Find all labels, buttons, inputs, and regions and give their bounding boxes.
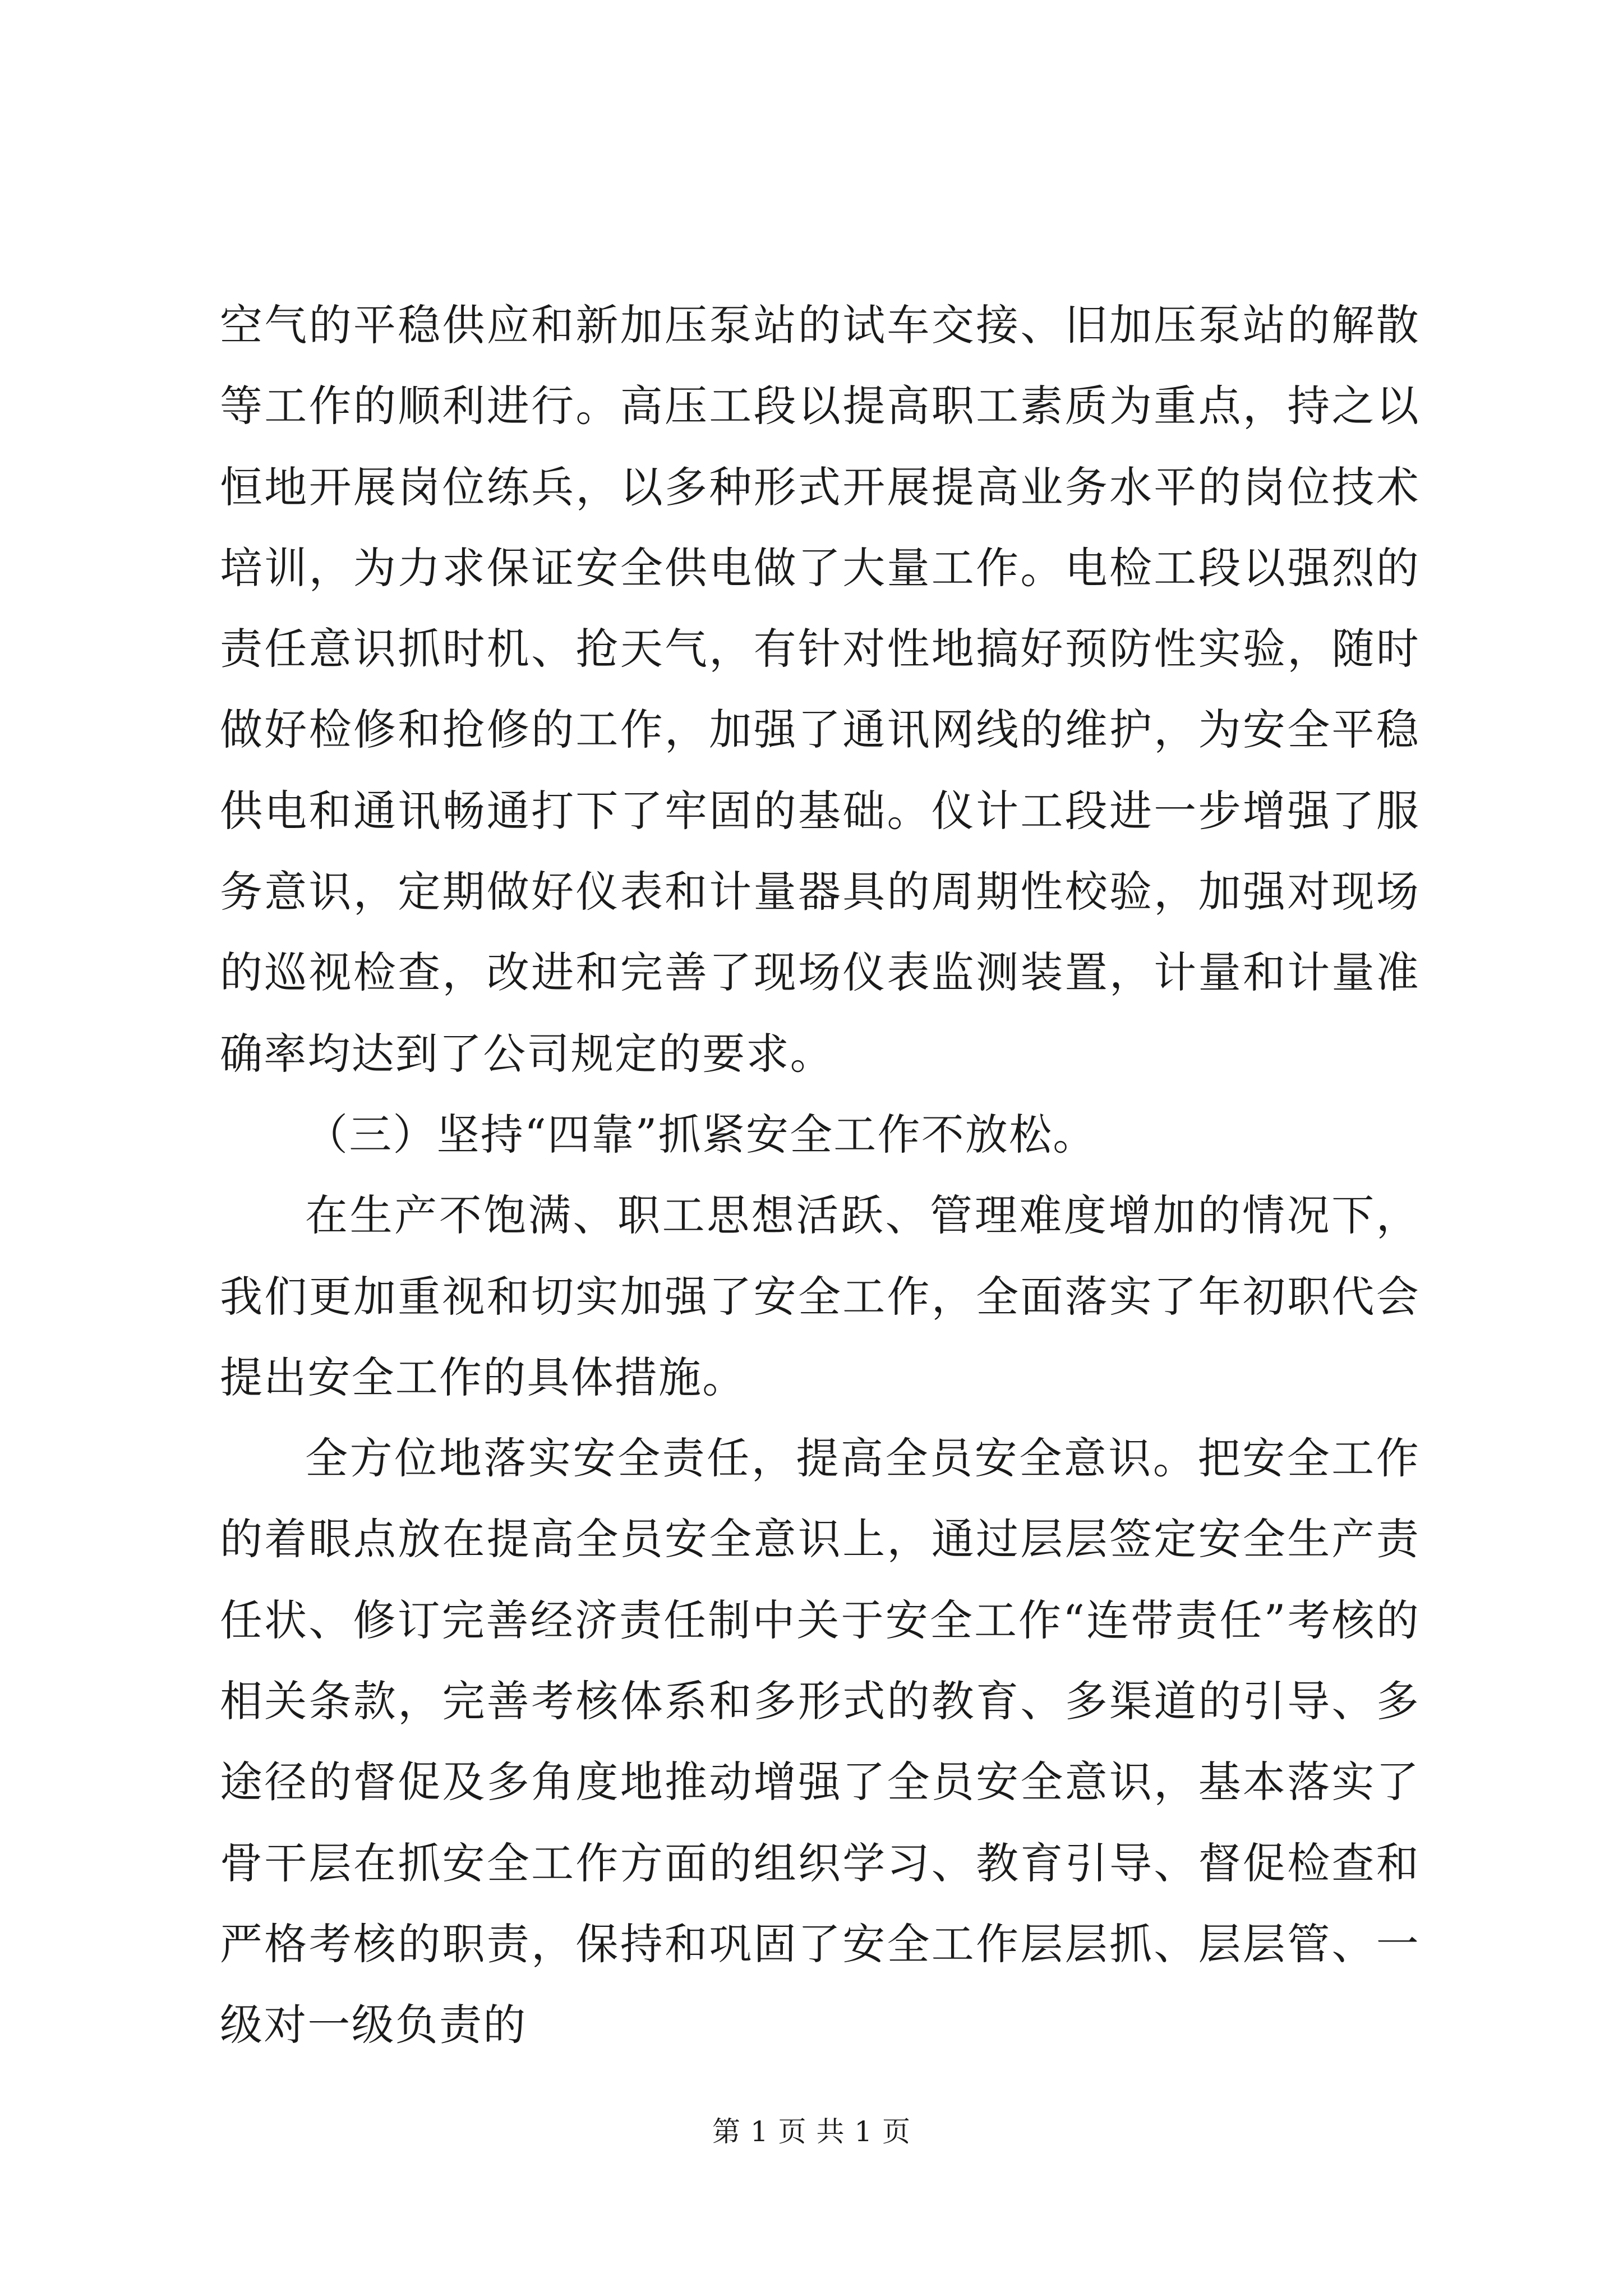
paragraph-2: 在生产不饱满、职工思想活跃、管理难度增加的情况下，我们更加重视和切实加强了安全工作，全面落实了年初职代会提出安全工作的具体措施。 — [220, 1190, 1420, 1402]
document-body — [220, 285, 1420, 2066]
paragraph-3: 全方位地落实安全责任，提高全员安全意识。把安全工作的着眼点放在提高全员安全意识上，通过层层签定安全生产责任状、修订完善经济责任制中关于安全工作“连带责任”考核的相关条款，完善考核体系和多形式的教育、多渠道的引导、多途径的督促及多角度地推动增强了全员安全意识，基本落实了骨干层在抓安全工作方面的组织学习、教育引导、督促检查和严格考核的职责，保持和巩固了安全工作层层抓、层层管、一级对一级负责的 — [220, 1433, 1420, 2050]
page-footer: 第 1 页 共 1 页 — [712, 2115, 911, 2148]
paragraph-1: 空气的平稳供应和新加压泵站的试车交接、旧加压泵站的解散等工作的顺利进行。高压工段以提高职工素质为重点，持之以恒地开展岗位练兵，以多种形式开展提高业务水平的岗位技术培训，为力求保证安全供电做了大量工作。电检工段以强烈的责任意识抓时机、抢天气，有针对性地搞好预防性实验，随时做好检修和抢修的工作，加强了通讯网线的维护，为安全平稳供电和通讯畅通打下了牢固的基础。仪计工段进一步增强了服务意识，定期做好仪表和计量器具的周期性校验，加强对现场的巡视检查，改进和完善了现场仪表监测装置，计量和计量准确率均达到了公司规定的要求。 — [220, 300, 1420, 1079]
section-heading-3: （三）坚持“四靠”抓紧安全工作不放松。 — [305, 1109, 1097, 1159]
